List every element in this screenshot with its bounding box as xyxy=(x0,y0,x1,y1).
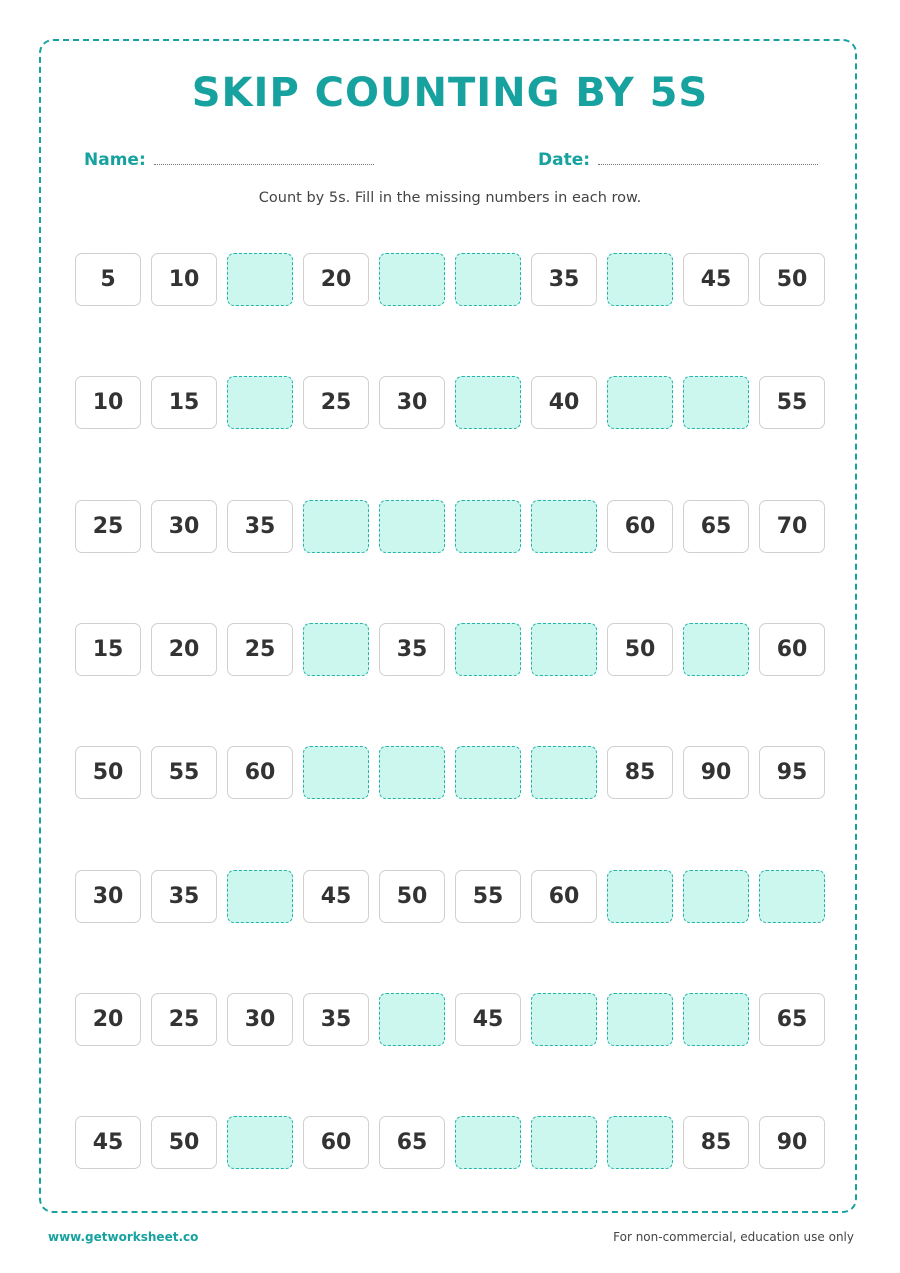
blank-answer-box[interactable] xyxy=(683,623,749,676)
blank-answer-box[interactable] xyxy=(227,1116,293,1169)
number-box: 15 xyxy=(75,623,141,676)
number-box: 30 xyxy=(379,376,445,429)
name-input-line[interactable] xyxy=(154,164,374,165)
blank-answer-box[interactable] xyxy=(455,500,521,553)
number-box: 45 xyxy=(75,1116,141,1169)
number-box: 25 xyxy=(151,993,217,1046)
blank-answer-box[interactable] xyxy=(227,870,293,923)
blank-answer-box[interactable] xyxy=(531,746,597,799)
number-box: 90 xyxy=(683,746,749,799)
blank-answer-box[interactable] xyxy=(607,1116,673,1169)
blank-answer-box[interactable] xyxy=(303,623,369,676)
number-row xyxy=(75,500,825,553)
number-box: 10 xyxy=(75,376,141,429)
number-box: 5 xyxy=(75,253,141,306)
blank-answer-box[interactable] xyxy=(379,746,445,799)
number-box: 85 xyxy=(683,1116,749,1169)
number-box: 40 xyxy=(531,376,597,429)
blank-answer-box[interactable] xyxy=(531,993,597,1046)
number-box: 60 xyxy=(227,746,293,799)
number-box: 85 xyxy=(607,746,673,799)
number-box: 50 xyxy=(607,623,673,676)
number-row xyxy=(75,376,825,429)
number-row xyxy=(75,253,825,306)
number-box: 65 xyxy=(379,1116,445,1169)
number-row xyxy=(75,746,825,799)
number-box: 60 xyxy=(303,1116,369,1169)
number-box: 50 xyxy=(75,746,141,799)
number-box: 60 xyxy=(531,870,597,923)
blank-answer-box[interactable] xyxy=(303,746,369,799)
number-box: 30 xyxy=(75,870,141,923)
number-box: 25 xyxy=(75,500,141,553)
blank-answer-box[interactable] xyxy=(379,253,445,306)
number-box: 55 xyxy=(151,746,217,799)
date-field xyxy=(538,146,818,170)
blank-answer-box[interactable] xyxy=(227,376,293,429)
blank-answer-box[interactable] xyxy=(379,500,445,553)
number-box: 25 xyxy=(227,623,293,676)
blank-answer-box[interactable] xyxy=(455,1116,521,1169)
blank-answer-box[interactable] xyxy=(227,253,293,306)
number-box: 60 xyxy=(759,623,825,676)
blank-answer-box[interactable] xyxy=(683,870,749,923)
name-label: Name: xyxy=(84,150,146,170)
blank-answer-box[interactable] xyxy=(759,870,825,923)
number-box: 50 xyxy=(379,870,445,923)
number-box: 10 xyxy=(151,253,217,306)
number-box: 95 xyxy=(759,746,825,799)
number-box: 35 xyxy=(303,993,369,1046)
blank-answer-box[interactable] xyxy=(683,993,749,1046)
number-box: 90 xyxy=(759,1116,825,1169)
name-field xyxy=(84,146,374,170)
number-box: 20 xyxy=(75,993,141,1046)
number-row xyxy=(75,993,825,1046)
blank-answer-box[interactable] xyxy=(531,500,597,553)
number-row xyxy=(75,870,825,923)
number-row xyxy=(75,623,825,676)
blank-answer-box[interactable] xyxy=(455,746,521,799)
page-title: SKIP COUNTING BY 5S xyxy=(191,70,709,116)
number-box: 45 xyxy=(455,993,521,1046)
footer-website: www.getworksheet.co xyxy=(48,1230,199,1244)
number-box: 35 xyxy=(379,623,445,676)
number-box: 35 xyxy=(531,253,597,306)
blank-answer-box[interactable] xyxy=(303,500,369,553)
date-label: Date: xyxy=(538,150,591,170)
blank-answer-box[interactable] xyxy=(455,376,521,429)
number-row xyxy=(75,1116,825,1169)
blank-answer-box[interactable] xyxy=(607,870,673,923)
number-box: 45 xyxy=(303,870,369,923)
blank-answer-box[interactable] xyxy=(607,376,673,429)
number-box: 55 xyxy=(759,376,825,429)
number-box: 25 xyxy=(303,376,369,429)
blank-answer-box[interactable] xyxy=(531,623,597,676)
blank-answer-box[interactable] xyxy=(607,993,673,1046)
number-box: 55 xyxy=(455,870,521,923)
blank-answer-box[interactable] xyxy=(531,1116,597,1169)
number-box: 45 xyxy=(683,253,749,306)
number-box: 70 xyxy=(759,500,825,553)
blank-answer-box[interactable] xyxy=(455,253,521,306)
blank-answer-box[interactable] xyxy=(607,253,673,306)
number-box: 50 xyxy=(151,1116,217,1169)
number-box: 20 xyxy=(303,253,369,306)
number-box: 65 xyxy=(759,993,825,1046)
number-box: 15 xyxy=(151,376,217,429)
instructions: Count by 5s. Fill in the missing numbers in each row. xyxy=(258,190,642,206)
number-box: 50 xyxy=(759,253,825,306)
number-box: 35 xyxy=(151,870,217,923)
number-box: 60 xyxy=(607,500,673,553)
number-box: 35 xyxy=(227,500,293,553)
date-input-line[interactable] xyxy=(598,164,818,165)
blank-answer-box[interactable] xyxy=(455,623,521,676)
number-box: 65 xyxy=(683,500,749,553)
number-box: 20 xyxy=(151,623,217,676)
footer-notice: For non-commercial, education use only xyxy=(613,1230,854,1244)
blank-answer-box[interactable] xyxy=(379,993,445,1046)
number-box: 30 xyxy=(151,500,217,553)
blank-answer-box[interactable] xyxy=(683,376,749,429)
number-box: 30 xyxy=(227,993,293,1046)
